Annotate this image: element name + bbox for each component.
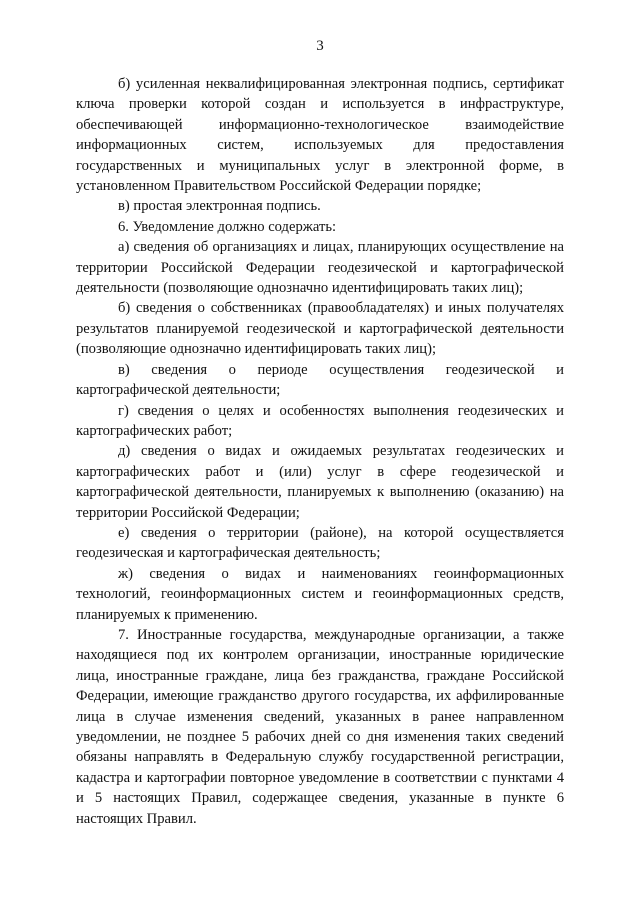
paragraph-signature-enhanced: б) усиленная неквалифицированная электронная подпись, сертификат ключа проверки которой создан и используется в инфраструктуре, обеспечивающей информационно-технологическое взаимодействие информационных систем, используемых для предоставления государственных и муниципальных услуг в электронной форме, в установленном Правительством Российской Федерации порядке; xyxy=(76,76,564,195)
document-body xyxy=(76,74,564,829)
paragraph-item-v: в) сведения о периоде осуществления геодезической и картографической деятельности; xyxy=(76,361,564,399)
paragraph-section-6-heading: 6. Уведомление должно содержать: xyxy=(118,218,337,235)
paragraph-section-7: 7. Иностранные государства, международные организации, а также находящиеся под их контролем организации, иностранные юридические лица, иностранные граждане, лица без гражданства, граждане Российской Федерации, имеющие гражданство другого государства, их аффилированные лица в случае изменения сведений, указанных в ранее направленном уведомлении, не позднее 5 рабочих дней со дня изменения таких сведений обязаны направлять в Федеральную службу государственной регистрации, кадастра и картографии повторное уведомление в соответствии с пунктами 4 и 5 настоящих Правил, содержащее сведения, указанные в пункте 6 настоящих Правил. xyxy=(76,626,564,827)
paragraph-item-e: е) сведения о территории (районе), на которой осуществляется геодезическая и картографическая деятельность; xyxy=(76,524,564,562)
paragraph-item-g: г) сведения о целях и особенностях выполнения геодезических и картографических работ; xyxy=(76,402,564,439)
paragraph-item-a: а) сведения об организациях и лицах, планирующих осуществление на территории Российской Федерации геодезической и картографической деятельности (позволяющие однозначно идентифицировать таких лиц); xyxy=(76,239,564,297)
paragraph-item-d: д) сведения о видах и ожидаемых результатах геодезических и картографических работ и (или) услуг в сфере геодезической и картографической деятельности, планируемых к выполнению (оказанию) на территории Российской Федерации; xyxy=(76,443,564,521)
paragraph-item-zh: ж) сведения о видах и наименованиях геоинформационных технологий, геоинформационных систем и геоинформационных средств, планируемых к применению. xyxy=(76,565,564,623)
paragraph-signature-simple: в) простая электронная подпись. xyxy=(118,198,321,215)
page-number: 3 xyxy=(316,38,324,54)
paragraph-item-b: б) сведения о собственниках (правообладателях) и иных получателях результатов планируемой геодезической и картографической деятельности (позволяющие однозначно идентифицировать таких лиц); xyxy=(76,300,564,358)
